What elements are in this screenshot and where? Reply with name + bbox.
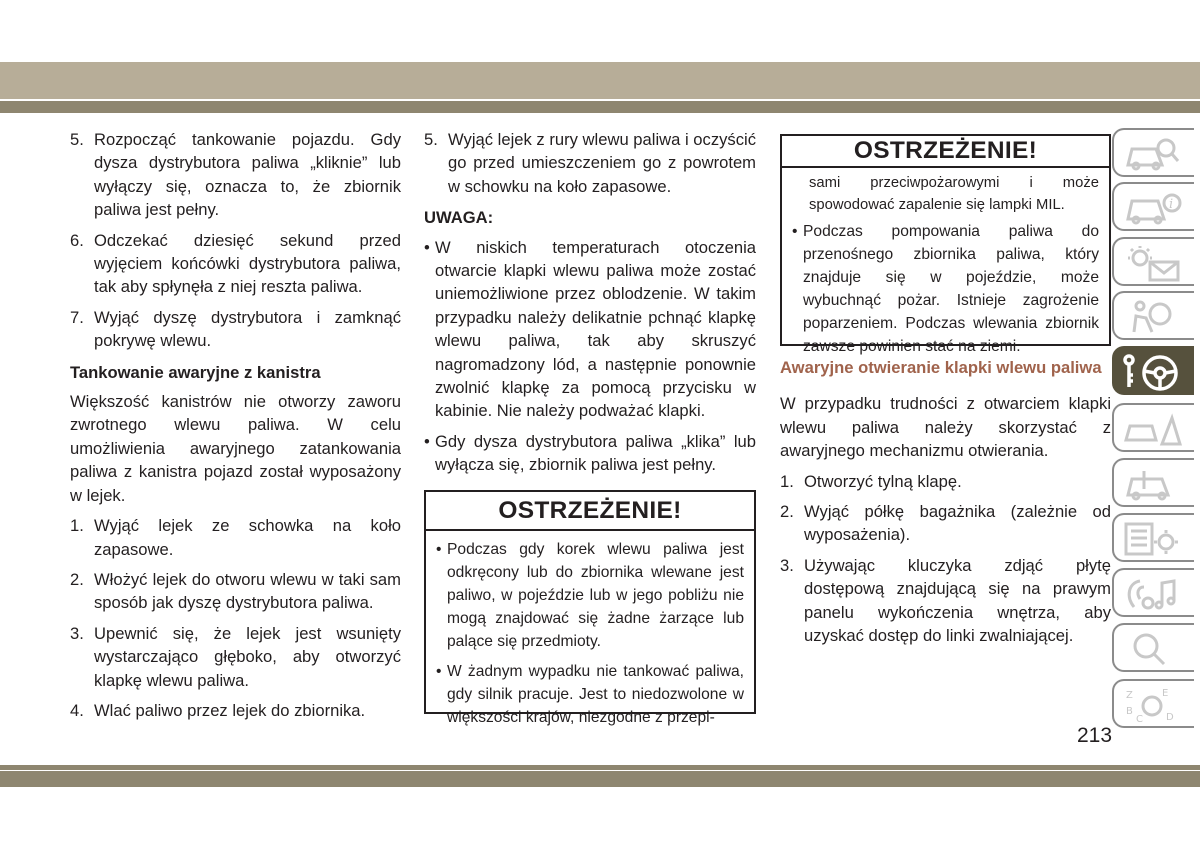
column-middle: [424, 128, 756, 726]
tab-alphabet-index[interactable]: [1112, 679, 1194, 728]
list-item: 2. Wyjąć półkę bagażnika (zależnie od wyposażenia).: [780, 502, 1111, 545]
list-item: 5. Rozpocząć tankowanie pojazdu. Gdy dysza dystrybutora paliwa „kliknie” lub wyłączy się, oznacza to, że zbiornik paliwa jest pełny.: [70, 130, 401, 220]
tab-car-search[interactable]: [1112, 128, 1194, 177]
list-item: 5. Wyjąć lejek z rury wlewu paliwa i oczyścić go przed umieszczeniem go z powrotem w schowku na koło zapasowe.: [424, 130, 756, 196]
car-service-icon: [1122, 465, 1182, 503]
tab-starting-operating[interactable]: [1112, 346, 1194, 395]
svg-text:D: D: [1166, 712, 1174, 723]
page-number: 213: [1077, 724, 1113, 747]
alphabet-index-icon: [1122, 686, 1182, 724]
list-item: 6. Odczekać dziesięć sekund przed wyjęciem końcówki dystrybutora paliwa, tak aby spłynęła z niej reszta paliwa.: [70, 230, 401, 297]
warning-bullet: • Podczas gdy korek wlewu paliwa jest odkręcony lub do zbiornika wlewane jest paliwo, w pojeździe lub w jego pobliżu nie mogą znajdować się żadne żarzące lub palące się przedmioty.: [436, 540, 744, 650]
airbag-icon: [1122, 298, 1182, 336]
tab-multimedia[interactable]: [1112, 568, 1194, 617]
top-band-line: [0, 101, 1200, 113]
paragraph: Większość kanistrów nie otworzy zaworu zwrotnego wlewu paliwa. W celu umożliwienia awaryjnego zatankowania paliwa z kanistra pojazd został wyposażony w lejek.: [70, 392, 401, 505]
search-index-icon: [1122, 630, 1182, 668]
tab-specifications[interactable]: [1112, 513, 1194, 562]
list-item: 7. Wyjąć dyszę dystrybutora i zamknąć pokrywę wlewu.: [70, 307, 401, 351]
list-item: 3. Używając kluczyka zdjąć płytę dostępową znajdującą się na prawym panelu wykończenia wnętrza, aby uzyskać dostęp do linki zwalniającej.: [780, 555, 1111, 646]
warning-box: [424, 490, 756, 726]
warning-light-message-icon: [1122, 244, 1182, 282]
tab-emergency[interactable]: [1112, 403, 1194, 452]
svg-text:i: i: [1169, 197, 1174, 212]
bottom-band-line: [0, 765, 1200, 770]
column-right: [780, 134, 1111, 654]
column-left: [70, 128, 401, 729]
top-band: [0, 62, 1200, 99]
car-info-icon: [1122, 189, 1182, 227]
svg-text:C: C: [1136, 714, 1143, 725]
multimedia-icon: [1122, 575, 1182, 613]
section-heading: Awaryjne otwieranie klapki wlewu paliwa: [780, 358, 1102, 377]
list-item: 1. Wyjąć lejek ze schowka na koło zapasowe.: [70, 516, 401, 559]
note-bullet: • W niskich temperaturach otoczenia otwarcie klapki wlewu paliwa może zostać uniemożliwione przez oblodzenie. W takim przypadku należy delikatnie pchnąć klapkę wlewu paliwa, tak aby skruszyć nagromadzony lód, a następnie ponownie zwolnić klapkę za pomocą przycisku w kabinie. Nie należy podważać klapki.: [424, 237, 756, 421]
warning-box: [780, 134, 1111, 355]
note-heading: UWAGA:: [424, 208, 494, 228]
warning-bullet: • W żadnym wypadku nie tankować paliwa, gdy silnik pracuje. Jest to niedozwolone w większości krajów, niezgodne z przepi-: [436, 662, 744, 726]
warning-title: OSTRZEŻENIE!: [426, 492, 754, 531]
svg-text:Z: Z: [1126, 690, 1133, 701]
list-item: 3. Upewnić się, że lejek jest wsunięty wystarczająco głęboko, aby otworzyć klapkę wlewu paliwa.: [70, 623, 401, 690]
warning-continuation: sami przeciwpożarowymi i może spowodować zapalenie się lampki MIL.: [809, 175, 1099, 213]
list-item: 1. Otworzyć tylną klapę.: [780, 471, 962, 491]
tab-car-info[interactable]: [1112, 182, 1194, 231]
list-item: 2. Włożyć lejek do otworu wlewu w taki sam sposób jak dyszę dystrybutora paliwa.: [70, 569, 401, 613]
note-bullet: • Gdy dysza dystrybutora paliwa „klika” lub wyłącza się, zbiornik paliwa jest pełny.: [424, 431, 756, 475]
paragraph: W przypadku trudności z otwarciem klapki wlewu paliwa należy skorzystać z awaryjnego mechanizmu otwierania.: [780, 394, 1111, 461]
warning-bullet: • Podczas pompowania paliwa do przenośnego zbiornika paliwa, który znajduje się w pojeździe, może wybuchnąć pożar. Istnieje zagrożenie poparzeniem. Podczas wlewania zbiornik zawsze powinien stać na ziemi.: [792, 223, 1099, 355]
tab-warning-lights[interactable]: [1112, 237, 1194, 286]
tab-index-search[interactable]: [1112, 623, 1194, 672]
svg-text:B: B: [1126, 706, 1133, 717]
roadside-warning-icon: [1122, 410, 1182, 448]
svg-text:E: E: [1162, 688, 1169, 699]
bottom-band: [0, 771, 1200, 787]
tab-airbag[interactable]: [1112, 291, 1194, 340]
tab-servicing[interactable]: [1112, 458, 1194, 507]
specifications-gear-icon: [1122, 520, 1182, 558]
warning-title: OSTRZEŻENIE!: [782, 136, 1109, 168]
list-item: 4. Wlać paliwo przez lejek do zbiornika.: [70, 700, 366, 720]
key-steering-wheel-icon: [1122, 353, 1188, 393]
car-search-icon: [1122, 135, 1182, 173]
section-heading: Tankowanie awaryjne z kanistra: [70, 362, 321, 382]
